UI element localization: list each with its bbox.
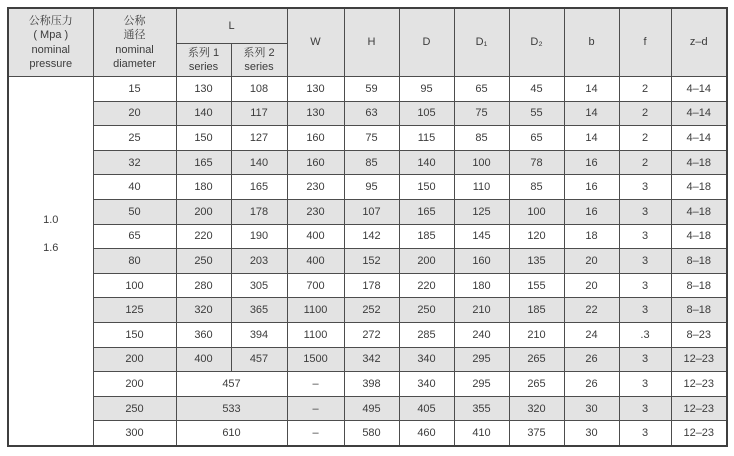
table-row — [8, 273, 727, 298]
cell-zd: 8–18 — [671, 298, 727, 323]
cell-h: 178 — [344, 273, 399, 298]
cell-d1: 410 — [454, 421, 509, 446]
cell-nominal-diameter: 150 — [93, 322, 176, 347]
cell-d: 150 — [399, 175, 454, 200]
table-row — [8, 421, 727, 446]
table-row — [8, 150, 727, 175]
table-row — [8, 199, 727, 224]
cell-d1: 75 — [454, 101, 509, 126]
table-row — [8, 101, 727, 126]
cell-d1: 110 — [454, 175, 509, 200]
cell-b: 22 — [564, 298, 619, 323]
cell-l-series2: 117 — [231, 101, 287, 126]
cell-d: 220 — [399, 273, 454, 298]
header-series1-en: series — [188, 61, 219, 73]
cell-d1: 145 — [454, 224, 509, 249]
header-pressure-en2: pressure — [29, 57, 73, 70]
header-pressure-en1: nominal — [31, 43, 71, 56]
cell-d: 140 — [399, 150, 454, 175]
cell-l-series2: 190 — [231, 224, 287, 249]
cell-d2: 210 — [509, 322, 564, 347]
cell-d: 285 — [399, 322, 454, 347]
cell-b: 16 — [564, 150, 619, 175]
cell-h: 107 — [344, 199, 399, 224]
cell-h: 342 — [344, 347, 399, 372]
cell-zd: 8–18 — [671, 249, 727, 274]
cell-d: 460 — [399, 421, 454, 446]
header-diameter-zh1: 公称 — [123, 14, 146, 27]
cell-l-series1: 220 — [176, 224, 231, 249]
cell-zd: 4–18 — [671, 224, 727, 249]
header-diameter-en2: diameter — [113, 57, 156, 70]
cell-b: 30 — [564, 396, 619, 421]
cell-b: 20 — [564, 249, 619, 274]
cell-w: 1100 — [287, 322, 344, 347]
cell-d2: 320 — [509, 396, 564, 421]
cell-l-series1: 320 — [176, 298, 231, 323]
col-header-series2 — [231, 44, 287, 77]
table-row — [8, 322, 727, 347]
cell-d2: 85 — [509, 175, 564, 200]
col-header-zd: z–d — [671, 8, 727, 77]
cell-f: 3 — [619, 224, 671, 249]
table-body — [8, 77, 727, 446]
cell-l-merged: 610 — [176, 421, 287, 446]
cell-h: 95 — [344, 175, 399, 200]
cell-l-series2: 457 — [231, 347, 287, 372]
cell-d1: 355 — [454, 396, 509, 421]
cell-h: 142 — [344, 224, 399, 249]
cell-l-series2: 203 — [231, 249, 287, 274]
cell-d: 165 — [399, 199, 454, 224]
cell-d2: 45 — [509, 77, 564, 102]
cell-d2: 265 — [509, 347, 564, 372]
cell-b: 14 — [564, 126, 619, 151]
flange-spec-table — [7, 7, 728, 447]
pressure-value: 1.0 — [43, 214, 59, 227]
col-header-f: f — [619, 8, 671, 77]
col-header-l: L — [176, 8, 287, 44]
cell-l-series2: 127 — [231, 126, 287, 151]
cell-l-series2: 305 — [231, 273, 287, 298]
cell-h: 398 — [344, 372, 399, 397]
col-header-h: H — [344, 8, 399, 77]
cell-l-series2: 365 — [231, 298, 287, 323]
cell-h: 75 — [344, 126, 399, 151]
cell-h: 59 — [344, 77, 399, 102]
cell-d2: 120 — [509, 224, 564, 249]
cell-d2: 155 — [509, 273, 564, 298]
cell-d1: 85 — [454, 126, 509, 151]
table-row — [8, 77, 727, 102]
cell-f: 2 — [619, 150, 671, 175]
cell-nominal-diameter: 300 — [93, 421, 176, 446]
header-diameter-zh2: 通径 — [123, 29, 146, 42]
table-row — [8, 175, 727, 200]
cell-d: 105 — [399, 101, 454, 126]
col-header-d1: D₁ — [454, 8, 509, 77]
cell-d2: 65 — [509, 126, 564, 151]
table-row — [8, 396, 727, 421]
cell-nominal-diameter: 100 — [93, 273, 176, 298]
cell-l-series2: 165 — [231, 175, 287, 200]
cell-l-series1: 130 — [176, 77, 231, 102]
cell-f: 3 — [619, 347, 671, 372]
cell-w: 1100 — [287, 298, 344, 323]
cell-d2: 55 — [509, 101, 564, 126]
cell-w: 130 — [287, 101, 344, 126]
cell-nominal-diameter: 50 — [93, 199, 176, 224]
cell-nominal-diameter: 200 — [93, 372, 176, 397]
cell-l-merged: 457 — [176, 372, 287, 397]
cell-w: 160 — [287, 126, 344, 151]
cell-h: 152 — [344, 249, 399, 274]
cell-zd: 4–14 — [671, 77, 727, 102]
cell-l-series1: 250 — [176, 249, 231, 274]
col-header-series1 — [176, 44, 231, 77]
cell-zd: 8–18 — [671, 273, 727, 298]
cell-b: 26 — [564, 347, 619, 372]
cell-zd: 12–23 — [671, 396, 727, 421]
cell-d: 340 — [399, 372, 454, 397]
cell-d1: 100 — [454, 150, 509, 175]
cell-d: 250 — [399, 298, 454, 323]
header-row-top — [8, 8, 727, 44]
cell-d1: 125 — [454, 199, 509, 224]
cell-l-series2: 394 — [231, 322, 287, 347]
cell-d: 340 — [399, 347, 454, 372]
header-diameter-en1: nominal — [115, 43, 154, 56]
cell-l-series1: 360 — [176, 322, 231, 347]
cell-w: 400 — [287, 224, 344, 249]
header-pressure-zh: 公称压力 — [28, 14, 73, 27]
cell-h: 272 — [344, 322, 399, 347]
cell-l-series1: 280 — [176, 273, 231, 298]
table-row — [8, 298, 727, 323]
cell-d1: 295 — [454, 372, 509, 397]
col-header-w: W — [287, 8, 344, 77]
cell-b: 14 — [564, 77, 619, 102]
cell-h: 85 — [344, 150, 399, 175]
cell-l-series1: 165 — [176, 150, 231, 175]
table-row — [8, 347, 727, 372]
cell-d1: 295 — [454, 347, 509, 372]
cell-zd: 8–23 — [671, 322, 727, 347]
cell-w: – — [287, 396, 344, 421]
cell-nominal-diameter: 25 — [93, 126, 176, 151]
cell-b: 16 — [564, 199, 619, 224]
cell-nominal-diameter: 250 — [93, 396, 176, 421]
cell-w: 160 — [287, 150, 344, 175]
cell-l-series1: 140 — [176, 101, 231, 126]
cell-l-series1: 180 — [176, 175, 231, 200]
cell-zd: 4–14 — [671, 101, 727, 126]
cell-f: 3 — [619, 396, 671, 421]
cell-w: 1500 — [287, 347, 344, 372]
cell-f: 3 — [619, 249, 671, 274]
cell-l-series1: 150 — [176, 126, 231, 151]
cell-nominal-diameter: 20 — [93, 101, 176, 126]
cell-l-merged: 533 — [176, 396, 287, 421]
cell-d: 185 — [399, 224, 454, 249]
cell-f: 2 — [619, 126, 671, 151]
cell-h: 252 — [344, 298, 399, 323]
table-header — [8, 8, 727, 77]
pressure-values — [9, 215, 93, 254]
cell-nominal-diameter: 32 — [93, 150, 176, 175]
cell-h: 495 — [344, 396, 399, 421]
col-header-nominal-diameter — [93, 8, 176, 77]
cell-nominal-diameter: 80 — [93, 249, 176, 274]
pressure-value: 1.6 — [43, 242, 59, 255]
cell-d2: 78 — [509, 150, 564, 175]
header-series1-zh: 系列 1 — [187, 46, 220, 59]
cell-h: 63 — [344, 101, 399, 126]
cell-d: 115 — [399, 126, 454, 151]
cell-zd: 4–14 — [671, 126, 727, 151]
table-row — [8, 126, 727, 151]
cell-d2: 375 — [509, 421, 564, 446]
cell-l-series1: 200 — [176, 199, 231, 224]
cell-w: 230 — [287, 199, 344, 224]
cell-l-series1: 400 — [176, 347, 231, 372]
cell-d: 200 — [399, 249, 454, 274]
cell-d1: 180 — [454, 273, 509, 298]
cell-w: – — [287, 372, 344, 397]
cell-zd: 12–23 — [671, 372, 727, 397]
cell-d2: 100 — [509, 199, 564, 224]
cell-b: 20 — [564, 273, 619, 298]
cell-zd: 4–18 — [671, 199, 727, 224]
cell-d2: 265 — [509, 372, 564, 397]
col-header-d2: D₂ — [509, 8, 564, 77]
cell-f: 3 — [619, 372, 671, 397]
cell-f: 3 — [619, 273, 671, 298]
cell-w: 700 — [287, 273, 344, 298]
cell-l-series2: 108 — [231, 77, 287, 102]
col-header-nominal-pressure — [8, 8, 93, 77]
cell-l-series2: 178 — [231, 199, 287, 224]
cell-nominal-diameter: 65 — [93, 224, 176, 249]
cell-f: 2 — [619, 101, 671, 126]
cell-b: 16 — [564, 175, 619, 200]
cell-f: 2 — [619, 77, 671, 102]
header-pressure-unit: ( Mpa ) — [33, 29, 69, 42]
cell-d1: 65 — [454, 77, 509, 102]
col-header-d: D — [399, 8, 454, 77]
cell-b: 26 — [564, 372, 619, 397]
table-row — [8, 224, 727, 249]
table-row — [8, 249, 727, 274]
cell-b: 24 — [564, 322, 619, 347]
cell-nominal-diameter: 40 — [93, 175, 176, 200]
cell-zd: 4–18 — [671, 175, 727, 200]
cell-f: .3 — [619, 322, 671, 347]
cell-d2: 135 — [509, 249, 564, 274]
table-row — [8, 372, 727, 397]
cell-f: 3 — [619, 199, 671, 224]
cell-f: 3 — [619, 421, 671, 446]
cell-b: 18 — [564, 224, 619, 249]
cell-nominal-diameter: 15 — [93, 77, 176, 102]
col-header-b: b — [564, 8, 619, 77]
header-series2-en: series — [244, 61, 274, 73]
header-series2-zh: 系列 2 — [243, 46, 275, 59]
cell-zd: 12–23 — [671, 421, 727, 446]
cell-b: 30 — [564, 421, 619, 446]
cell-h: 580 — [344, 421, 399, 446]
cell-b: 14 — [564, 101, 619, 126]
cell-f: 3 — [619, 298, 671, 323]
cell-nominal-diameter: 125 — [93, 298, 176, 323]
cell-w: 230 — [287, 175, 344, 200]
cell-zd: 4–18 — [671, 150, 727, 175]
cell-l-series2: 140 — [231, 150, 287, 175]
cell-w: 400 — [287, 249, 344, 274]
cell-w: 130 — [287, 77, 344, 102]
cell-d: 95 — [399, 77, 454, 102]
cell-d2: 185 — [509, 298, 564, 323]
cell-d1: 210 — [454, 298, 509, 323]
cell-d1: 160 — [454, 249, 509, 274]
pressure-cell — [8, 77, 93, 446]
cell-d: 405 — [399, 396, 454, 421]
cell-nominal-diameter: 200 — [93, 347, 176, 372]
cell-w: – — [287, 421, 344, 446]
cell-f: 3 — [619, 175, 671, 200]
cell-d1: 240 — [454, 322, 509, 347]
cell-zd: 12–23 — [671, 347, 727, 372]
